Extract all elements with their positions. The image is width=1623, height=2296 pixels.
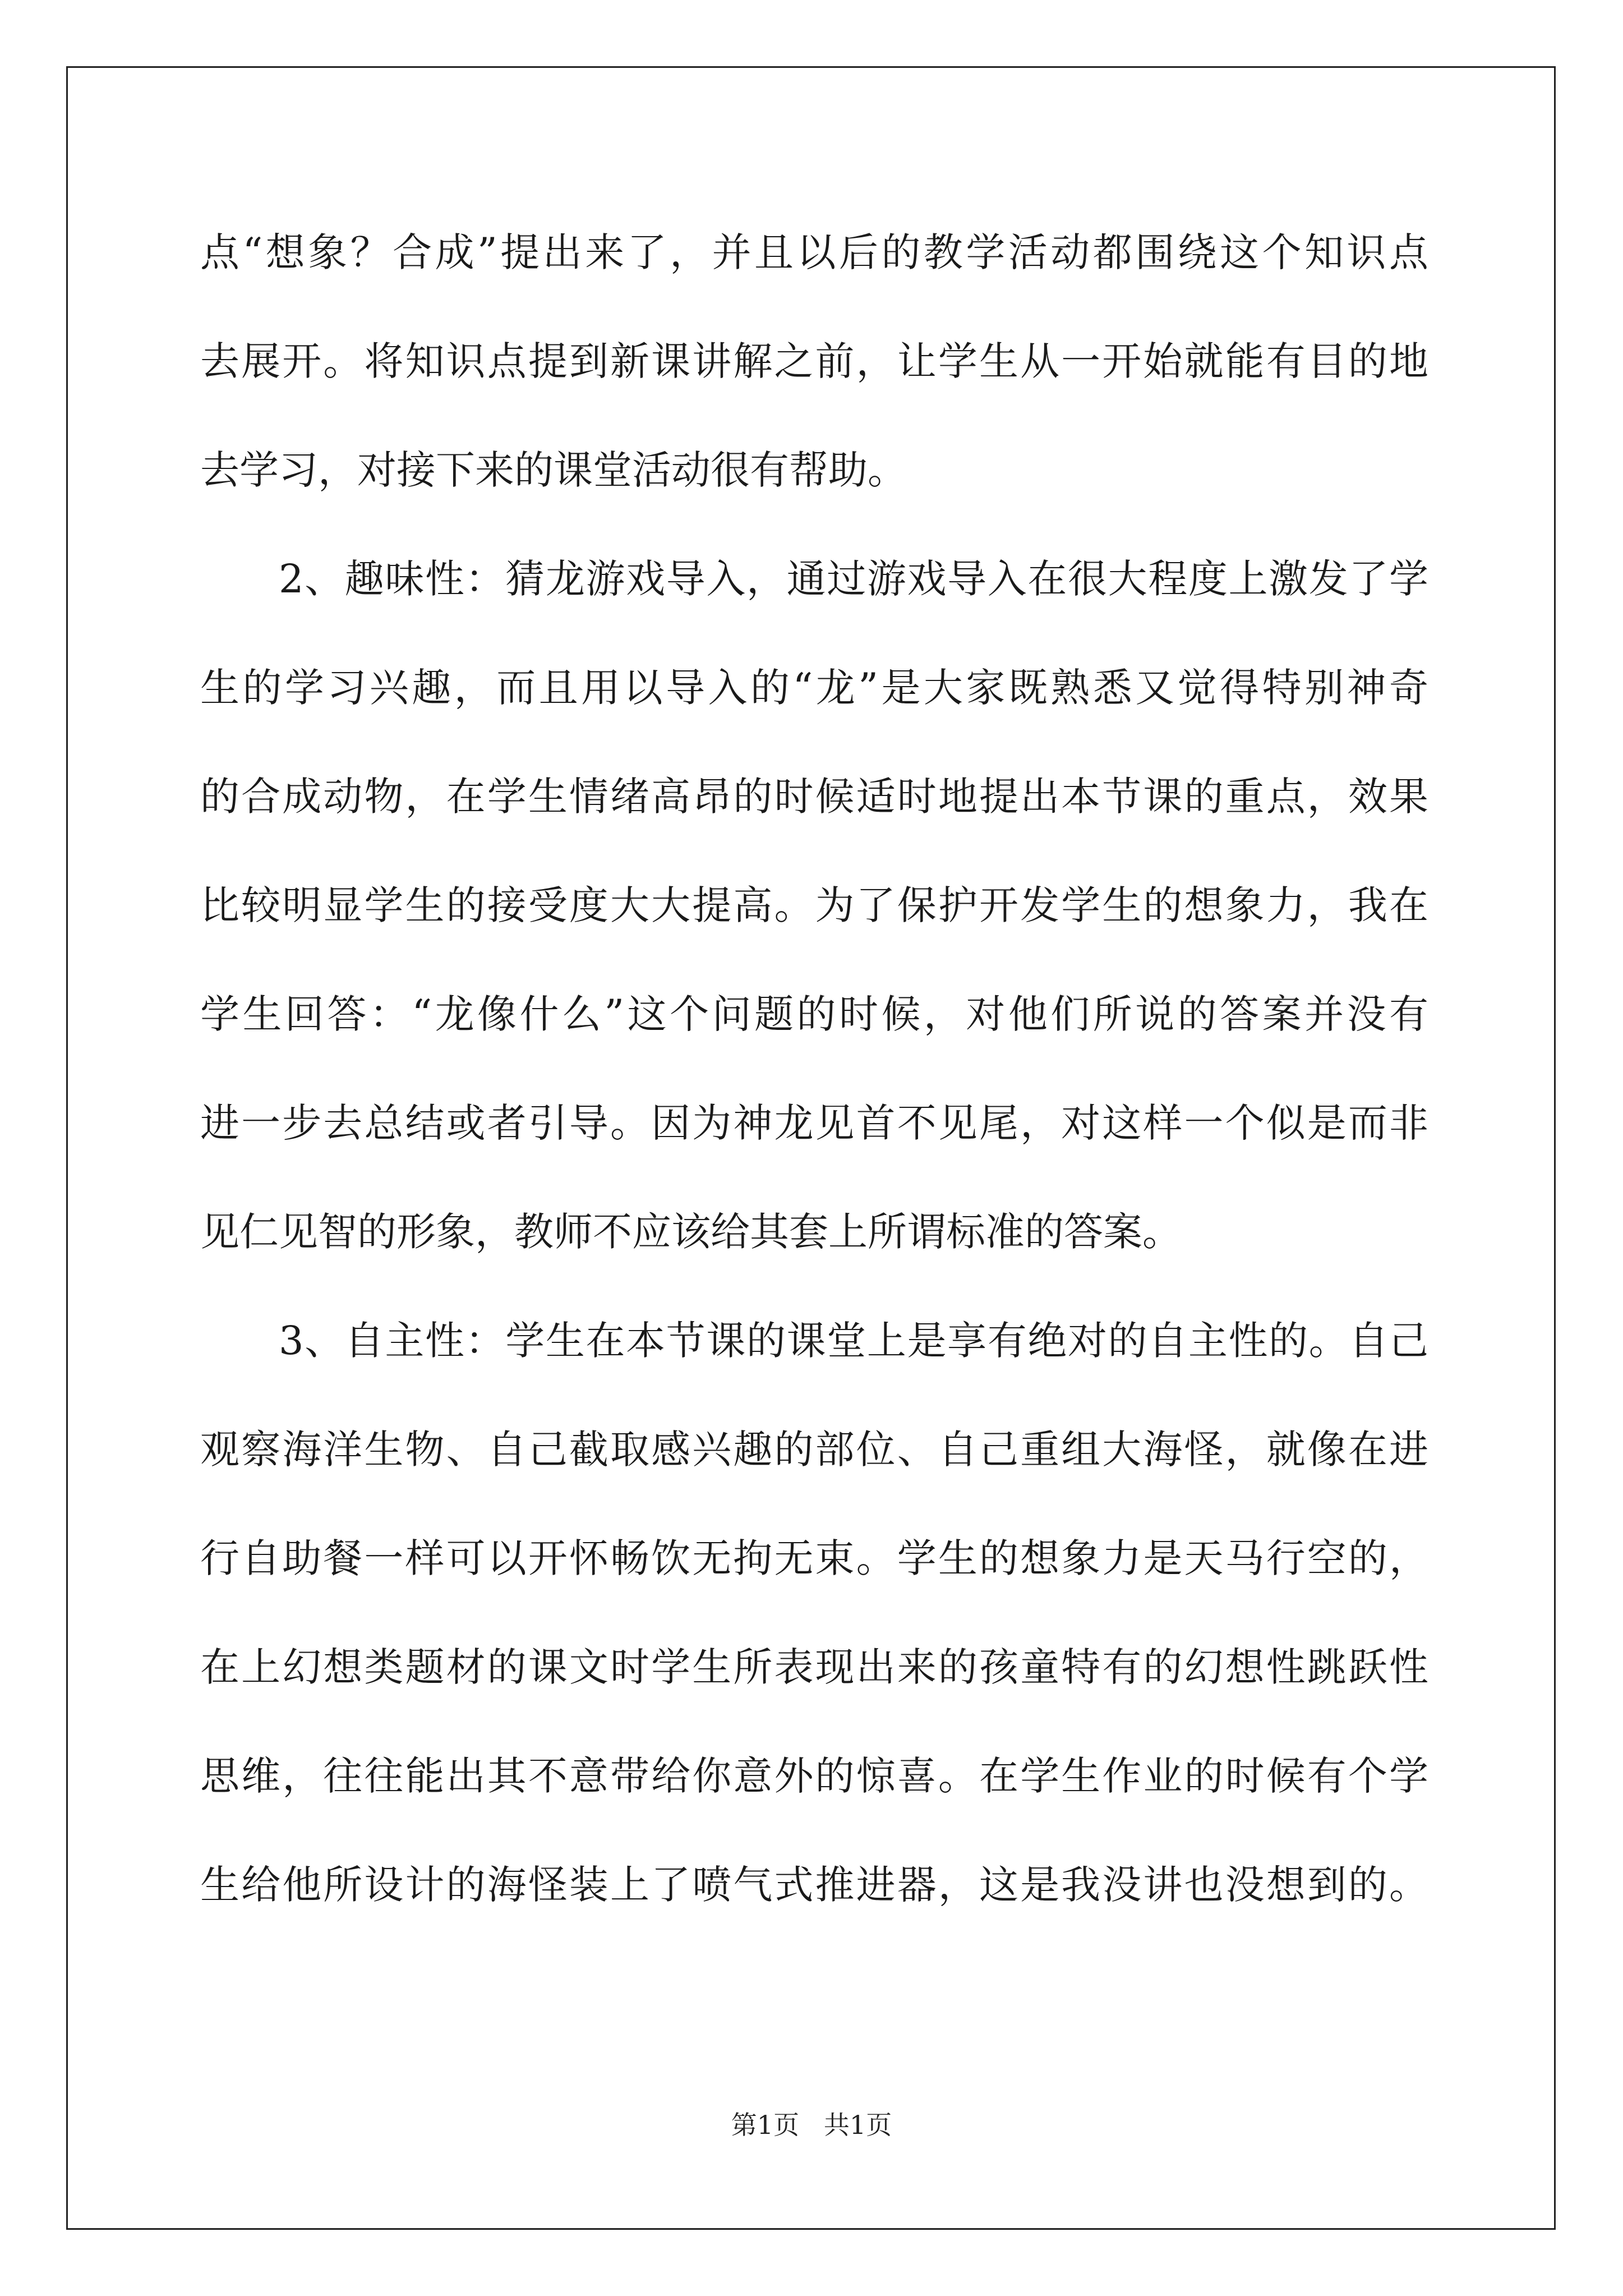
text-line: 见仁见智的形象，教师不应该给其套上所谓标准的答案。 (200, 1209, 1182, 1255)
text-line: 点“想象？合成”提出来了，并且以后的教学活动都围绕这个知识点 (200, 229, 1428, 275)
text-line: 学生回答：“龙像什么”这个问题的时候，对他们所说的答案并没有 (200, 991, 1428, 1037)
text-line: 行自助餐一样可以开怀畅饮无拘无束。学生的想象力是天马行空的， (200, 1535, 1428, 1581)
page-number-footer: 第1页 共1页 (731, 2110, 892, 2140)
text-line: 观察海洋生物、自己截取感兴趣的部位、自己重组大海怪，就像在进 (200, 1427, 1428, 1473)
text-line: 去展开。将知识点提到新课讲解之前，让学生从一开始就能有目的地 (200, 338, 1428, 384)
text-line: 去学习，对接下来的课堂活动很有帮助。 (200, 447, 907, 493)
text-line: 生给他所设计的海怪装上了喷气式推进器，这是我没讲也没想到的。 (200, 1862, 1428, 1908)
text-line: 生的学习兴趣，而且用以导入的“龙”是大家既熟悉又觉得特别神奇 (200, 665, 1428, 711)
document-body (200, 216, 1428, 1957)
text-line: 在上幻想类题材的课文时学生所表现出来的孩童特有的幻想性跳跃性 (200, 1644, 1428, 1690)
text-line: 2、趣味性：猜龙游戏导入，通过游戏导入在很大程度上激发了学 (279, 556, 1428, 602)
text-line: 3、自主性：学生在本节课的课堂上是享有绝对的自主性的。自己 (279, 1318, 1428, 1364)
text-line: 思维，往往能出其不意带给你意外的惊喜。在学生作业的时候有个学 (200, 1753, 1428, 1799)
text-line: 的合成动物，在学生情绪高昂的时候适时地提出本节课的重点，效果 (200, 774, 1428, 820)
text-line: 比较明显学生的接受度大大提高。为了保护开发学生的想象力，我在 (200, 882, 1428, 928)
text-line: 进一步去总结或者引导。因为神龙见首不见尾，对这样一个似是而非 (200, 1100, 1428, 1146)
